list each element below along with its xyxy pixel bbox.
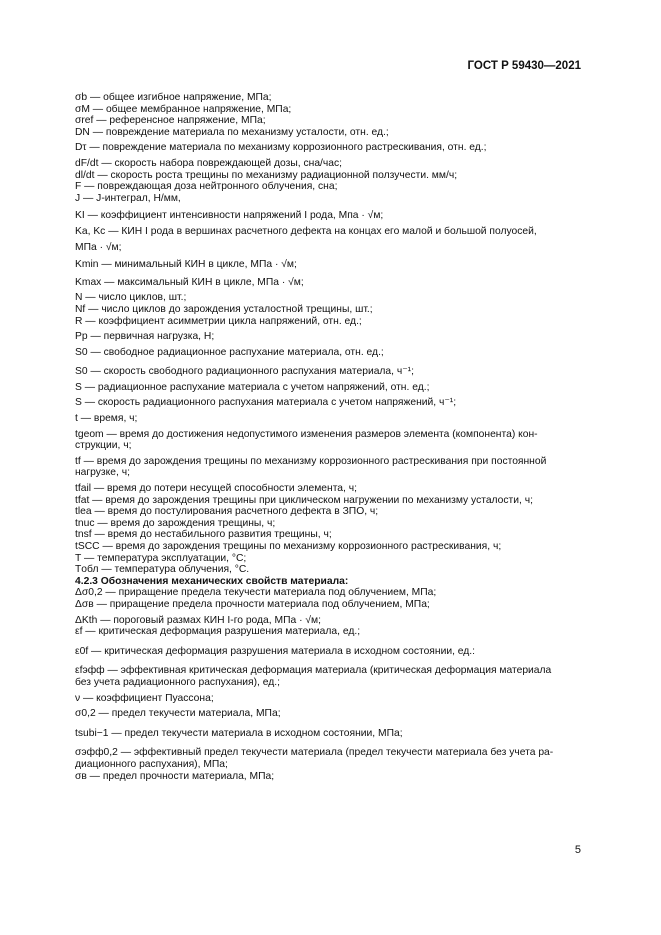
list-line: tfat — время до зарождения трещины при циклическом нагружении по механизму усталости, ч; (75, 494, 533, 506)
list-line: tfail — время до потери несущей способности элемента, ч; (75, 483, 357, 495)
list-line: Kmax — максимальный КИН в цикле, МПа · √м; (75, 276, 304, 288)
list-line: S0 — свободное радиационное распухание материала, отн. ед.; (75, 346, 384, 358)
list-line: t — время, ч; (75, 413, 138, 425)
list-line: KI — коэффициент интенсивности напряжений I рода, Мпа · √м; (75, 210, 384, 222)
list-line: струкции, ч; (75, 440, 132, 452)
list-line: dl/dt — скорость роста трещины по механизму радиационной ползучести. мм/ч; (75, 169, 458, 181)
list-line: Pp — первичная нагрузка, Н; (75, 331, 215, 343)
list-line: Kmin — минимальный КИН в цикле, МПа · √м; (75, 259, 297, 271)
list-line: F — повреждающая доза нейтронного облучения, сна; (75, 181, 338, 193)
list-line: ν — коэффициент Пуассона; (75, 692, 214, 704)
list-line: Dτ — повреждение материала по механизму коррозионного растрескивания, отн. ед.; (75, 142, 487, 154)
symbol-list (75, 92, 583, 782)
list-line: Δσв — приращение предела прочности материала под облучением, МПа; (75, 598, 430, 610)
list-line: tgeom — время до достижения недопустимого изменения размеров элемента (компонента) кон- (75, 428, 538, 440)
list-line: Tобл — температура облучения, °С. (75, 564, 250, 576)
list-line: tnuc — время до зарождения трещины, ч; (75, 517, 276, 529)
list-line: ΔKth — пороговый размах КИН I-го рода, МПа · √м; (75, 614, 321, 626)
list-line: tnsf — время до нестабильного развития трещины, ч; (75, 529, 332, 541)
list-line: tlea — время до постулирования расчетного дефекта в ЗПО, ч; (75, 506, 379, 518)
list-line: Nf — число циклов до зарождения усталостной трещины, шт.; (75, 303, 373, 315)
list-line: σв — предел прочности материала, МПа; (75, 770, 275, 782)
list-line: S — радиационное распухание материала с учетом напряжений, отн. ед.; (75, 381, 430, 393)
list-line: tf — время до зарождения трещины по механизму коррозионного растрескивания при постоянной (75, 455, 547, 467)
list-line: без учета радиационного распухания), ед.; (75, 676, 280, 688)
list-line: Ṡ — скорость радиационного распухания материала с учетом напряжений, ч⁻¹; (75, 397, 457, 409)
list-line: σM — общее мембранное напряжение, МПа; (75, 103, 292, 115)
list-line: T — температура эксплуатации, °С; (75, 552, 247, 564)
list-line: МПа · √м; (75, 241, 122, 253)
list-line: tSCC — время до зарождения трещины по механизму коррозионного растрескивания, ч; (75, 541, 502, 552)
list-line: σb — общее изгибное напряжение, МПа; (75, 92, 272, 103)
list-line: εfэфф — эффективная критическая деформация материала (критическая деформация материала (75, 665, 552, 677)
list-line: εf — критическая деформация разрушения материала, ед.; (75, 626, 361, 638)
list-line: Ka, Kc — КИН I рода в вершинах расчетного дефекта на концах его малой и большой полуосей, (75, 225, 537, 237)
list-line: N — число циклов, шт.; (75, 292, 187, 304)
standard-number: ГОСТ Р 59430—2021 (467, 60, 581, 72)
list-line: ε0f — критическая деформация разрушения материала в исходном состоянии, ед.: (75, 645, 476, 657)
list-line: σэфф0,2 — эффективный предел текучести материала (предел текучести материала без учета ра- (75, 747, 554, 759)
page-number: 5 (574, 844, 581, 856)
list-line: DN — повреждение материала по механизму усталости, отн. ед.; (75, 126, 389, 138)
list-line: R — коэффициент асимметрии цикла напряжений, отн. ед.; (75, 315, 362, 327)
list-line: диационного распухания), МПа; (75, 758, 228, 770)
list-line: Δσ0,2 — приращение предела текучести материала под облучением, МПа; (75, 587, 437, 599)
list-line: tsubi−1 — предел текучести материала в исходном состоянии, МПа; (75, 727, 403, 739)
list-line: σref — референсное напряжение, МПа; (75, 115, 266, 127)
list-line: σ0,2 — предел текучести материала, МПа; (75, 708, 281, 720)
list-line: нагрузке, ч; (75, 467, 130, 479)
list-line: dF/dt — скорость набора повреждающей дозы, сна/час; (75, 157, 343, 169)
list-line: Ṡ0 — скорость свободного радиационного распухания материала, ч⁻¹; (75, 366, 414, 378)
list-line: J — J-интеграл, Н/мм, (75, 192, 181, 204)
section-heading: 4.2.3 Обозначения механических свойств материала: (75, 575, 349, 587)
